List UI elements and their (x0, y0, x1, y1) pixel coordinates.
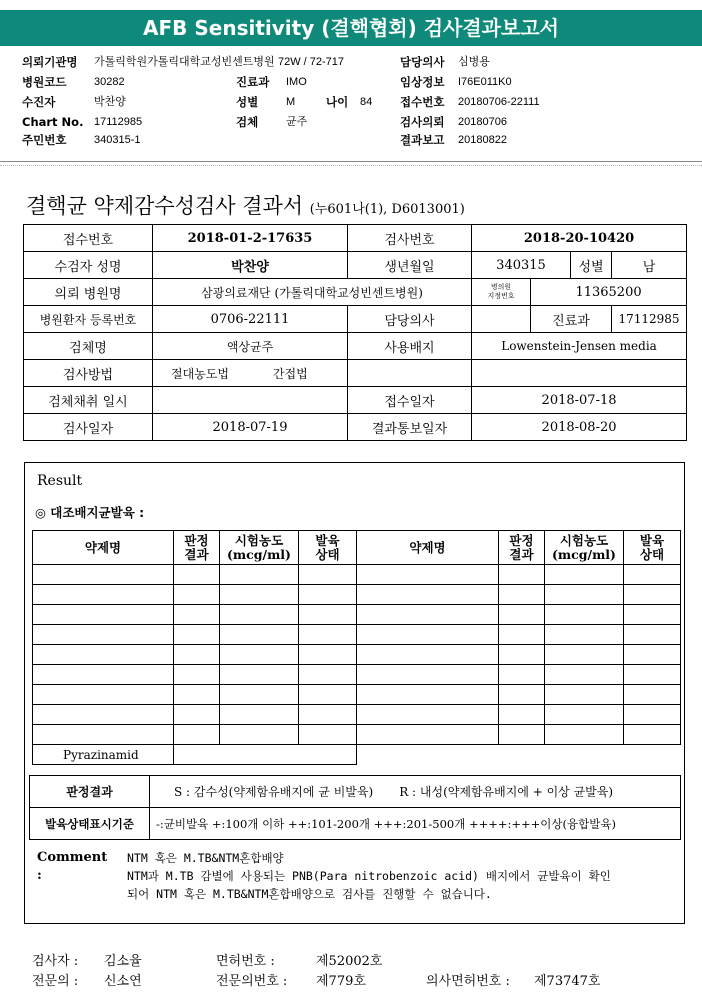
info-test-date-label: 검사일자 (24, 414, 153, 441)
document-title (26, 190, 465, 220)
clinical-value: I76E011K0 (458, 76, 512, 88)
header-divider (0, 161, 702, 162)
info-receipt-label: 접수번호 (24, 225, 153, 252)
col-drug-left: 약제명 (33, 531, 174, 565)
col-judge-left-2: 결과 (184, 546, 209, 562)
info-specimen-label: 검체명 (24, 333, 153, 360)
judge-legend-text (150, 776, 681, 808)
info-receipt-value: 2018-01-2-17635 (153, 225, 348, 252)
col-conc-left-2: (mcg/ml) (227, 546, 291, 562)
info-empty-1 (348, 360, 472, 387)
table-row (33, 585, 681, 605)
report-banner: AFB Sensitivity (결핵협회) 검사결과보고서 (0, 10, 702, 46)
info-sex-value: 남 (612, 252, 687, 279)
info-method-2: 간접법 (272, 366, 308, 381)
info-empty-2 (472, 360, 687, 387)
request-label: 검사의뢰 (400, 115, 445, 129)
col-judge-right-2: 결과 (509, 546, 534, 562)
resident-label: 주민번호 (22, 133, 67, 147)
info-name-value: 박찬양 (153, 252, 348, 279)
info-received-label: 접수일자 (348, 387, 472, 414)
control-growth-label: ◎ 대조배지균발육 : (35, 505, 145, 520)
table-row (33, 705, 681, 725)
info-specimen-value: 액상균주 (153, 333, 348, 360)
col-growth-right (624, 531, 681, 565)
table-row (33, 565, 681, 585)
document-code: (누601나(1), D6013001) (309, 202, 465, 217)
receipt-no-label: 접수번호 (400, 95, 445, 109)
sensitivity-header-row (33, 531, 681, 565)
col-growth-right-1: 발육 (639, 532, 665, 548)
receipt-no-value: 20180706-22111 (458, 96, 540, 108)
comment-label: Comment : (37, 850, 108, 883)
table-row (33, 645, 681, 665)
hospital-code-value: 30282 (94, 76, 125, 88)
info-hosp-code-label-2: 지정번호 (487, 292, 515, 300)
specimen-label: 검체 (236, 115, 259, 129)
header-divider-2 (0, 165, 702, 166)
chart-label: Chart No. (22, 115, 84, 129)
info-test-date-value: 2018-07-19 (153, 414, 348, 441)
resident-value: 340315-1 (94, 134, 141, 146)
specialist-value: 신소연 (104, 974, 142, 989)
chart-value: 17112985 (94, 116, 143, 128)
col-growth-left (299, 531, 357, 565)
spec-no-value: 제779호 (316, 974, 366, 989)
hospital-code-label: 병원코드 (22, 75, 67, 89)
patient-value: 박찬양 (94, 96, 126, 108)
col-judge-left (174, 531, 220, 565)
comment-line-2: NTM과 M.TB 감별에 사용되는 PNB(Para nitrobenzoic acid) 배지에서 균발육이 확인 (127, 869, 611, 883)
drug-pyrazinamid: Pyrazinamid (33, 745, 174, 765)
request-value: 20180706 (458, 116, 507, 128)
inspector-label: 검사자 : (32, 954, 79, 969)
col-growth-left-2: 상태 (315, 546, 340, 562)
col-conc-right-1: 시험농도 (559, 532, 609, 548)
info-hosp-code-label (472, 279, 531, 306)
info-collect-label: 검체채취 일시 (24, 387, 153, 414)
inspector-value: 김소율 (104, 954, 142, 969)
patient-header (22, 53, 702, 157)
dept-value: IMO (286, 76, 307, 88)
info-birth-value: 340315 (472, 252, 571, 279)
table-row (33, 665, 681, 685)
col-conc-left (220, 531, 299, 565)
col-drug-right: 약제명 (357, 531, 499, 565)
info-sex-label: 성별 (571, 252, 612, 279)
info-collect-value (153, 387, 348, 414)
info-method-1: 절대농도법 (171, 366, 229, 381)
doctor-label: 담당의사 (400, 55, 445, 69)
age-value: 84 (360, 96, 373, 108)
report-label: 결과보고 (400, 133, 445, 147)
license-value: 제52002호 (316, 954, 383, 969)
ward-value: 72W / 72-717 (278, 56, 345, 68)
patient-info-table (23, 224, 687, 441)
info-notify-value: 2018-08-20 (472, 414, 687, 441)
info-test-no-label: 검사번호 (348, 225, 472, 252)
info-received-value: 2018-07-18 (472, 387, 687, 414)
specialist-label: 전문의 : (32, 974, 79, 989)
info-notify-label: 결과통보일자 (348, 414, 472, 441)
info-hosp-code-label-1: 병의원 (490, 283, 512, 291)
judge-legend-label: 판정결과 (30, 776, 150, 808)
col-growth-left-1: 발육 (315, 532, 340, 548)
report-value: 20180822 (458, 134, 507, 146)
doctor-license-label: 의사면허번호 : (426, 974, 510, 989)
info-hospital-value: 삼광의료재단 (가톨릭대학교성빈센트병원) (153, 279, 472, 306)
info-hosp-code-value: 11365200 (531, 279, 687, 306)
table-row (33, 745, 681, 765)
col-growth-right-2: 상태 (639, 546, 665, 562)
info-name-label: 수검자 성명 (24, 252, 153, 279)
institution-label: 의뢰기관명 (22, 55, 78, 69)
document-title-text: 결핵균 약제감수성검사 결과서 (26, 194, 304, 218)
col-judge-right (499, 531, 545, 565)
growth-legend-label: 발육상태표시기준 (30, 808, 150, 840)
comment-line-3: 되어 NTM 혹은 M.TB&NTM혼합배양으로 검사를 진행할 수 없습니다. (127, 887, 492, 901)
institution-value: 가톨릭학원가톨릭대학교성빈센트병원 (94, 56, 275, 68)
dept-label: 진료과 (236, 75, 270, 89)
result-section (24, 462, 685, 924)
sensitivity-table (32, 530, 681, 765)
info-medium-label: 사용배지 (348, 333, 472, 360)
legend-table (29, 775, 681, 840)
info-dept-label: 진료과 (531, 306, 612, 333)
info-method-value (153, 360, 348, 387)
info-method-label: 검사방법 (24, 360, 153, 387)
age-label: 나이 (326, 95, 349, 109)
patient-label: 수진자 (22, 95, 56, 109)
comment-line-1: NTM 혹은 M.TB&NTM혼합배양 (127, 851, 284, 865)
license-label: 면허번호 : (216, 954, 275, 969)
col-judge-left-1: 판정 (184, 532, 209, 548)
doctor-license-value: 제73747호 (534, 974, 601, 989)
info-patient-no-label: 병원환자 등록번호 (24, 306, 153, 333)
col-conc-left-1: 시험농도 (234, 532, 284, 548)
table-row (33, 625, 681, 645)
info-birth-label: 생년월일 (348, 252, 472, 279)
info-dept-value: 17112985 (612, 306, 687, 333)
judge-legend-s: S : 감수성(약제함유배지에 균 비발육) (174, 785, 374, 799)
judge-legend-r: R : 내성(약제함유배지에 + 이상 균발육) (399, 785, 614, 799)
clinical-label: 임상정보 (400, 75, 445, 89)
info-test-no-value: 2018-20-10420 (472, 225, 687, 252)
spec-no-label: 전문의번호 : (216, 974, 288, 989)
col-conc-right (545, 531, 624, 565)
growth-legend-text: -:균비발육 +:100개 이하 ++:101-200개 +++:201-500개 ++++:+++이상(융합발육) (150, 808, 681, 840)
info-doctor-value (472, 306, 531, 333)
doctor-value: 심병용 (458, 56, 490, 68)
table-row (33, 725, 681, 745)
info-doctor-label: 담당의사 (348, 306, 472, 333)
specimen-value: 균주 (286, 116, 308, 128)
info-patient-no-value: 0706-22111 (153, 306, 348, 333)
info-hospital-label: 의뢰 병원명 (24, 279, 153, 306)
col-conc-right-2: (mcg/ml) (552, 546, 616, 562)
table-row (33, 605, 681, 625)
table-row (33, 685, 681, 705)
info-medium-value: Lowenstein-Jensen media (472, 333, 687, 360)
sex-label: 성별 (236, 95, 259, 109)
col-judge-right-1: 판정 (509, 532, 534, 548)
sex-value: M (286, 96, 296, 108)
result-title: Result (37, 473, 83, 489)
